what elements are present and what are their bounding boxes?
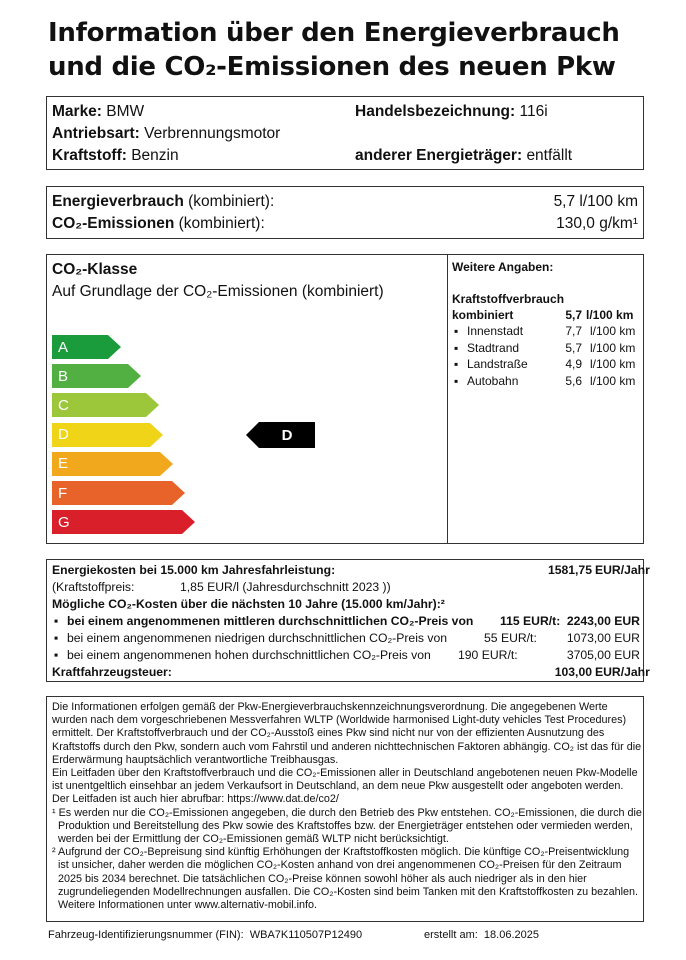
weitere-item-label: ▪ Stadtrand bbox=[467, 341, 519, 355]
kraftstoff-row: Kraftstoff: Benzin bbox=[52, 147, 179, 164]
steuer-label: Kraftfahrzeugsteuer: bbox=[52, 665, 172, 679]
class-arrow-icon bbox=[146, 393, 159, 417]
class-bar-e bbox=[52, 452, 173, 476]
mittel-label: ▪ bei einem angenommenen mittleren durchschnittlichen CO₂-Preis von bbox=[67, 614, 473, 628]
hoch-price: 190 EUR/t: bbox=[458, 648, 518, 662]
marke-value: BMW bbox=[106, 103, 145, 120]
co2class-subtitle: Auf Grundlage der CO₂-Emissionen (kombiniert) bbox=[52, 283, 384, 300]
energie-row: Energieverbrauch (kombiniert): bbox=[52, 193, 275, 210]
mittel-price: 115 EUR/t: bbox=[500, 614, 561, 628]
anderer-row: anderer Energieträger: entfällt bbox=[355, 147, 573, 164]
anderer-value: entfällt bbox=[526, 147, 573, 164]
kraftstoff-value: Benzin bbox=[131, 147, 179, 164]
co2class-title: CO₂-Klasse bbox=[52, 261, 138, 278]
page-title bbox=[48, 16, 648, 84]
kraftstoffpreis-value: 1,85 EUR/l (Jahresdurchschnitt 2023 )) bbox=[180, 580, 391, 594]
energiekosten-label: Energiekosten bei 15.000 km Jahresfahrleistung: bbox=[52, 563, 336, 577]
class-arrow-icon bbox=[160, 452, 173, 476]
niedrig-value: 1073,00 EUR bbox=[566, 631, 640, 645]
co2-value: 130,0 g/km¹ bbox=[556, 215, 638, 232]
class-label-f: F bbox=[52, 481, 172, 505]
marker-arrow-icon bbox=[246, 422, 259, 448]
weitere-item-label: ▪ Innenstadt bbox=[467, 324, 523, 338]
class-label-b: B bbox=[52, 364, 128, 388]
class-label-g: G bbox=[52, 510, 182, 534]
niedrig-price: 55 EUR/t: bbox=[484, 631, 537, 645]
co2-row: CO₂-Emissionen (kombiniert): bbox=[52, 215, 265, 232]
weitere-item-unit: l/100 km bbox=[590, 324, 636, 338]
weitere-item-unit: l/100 km bbox=[590, 373, 636, 388]
class-bar-f bbox=[52, 481, 185, 505]
kombiniert-label: kombiniert bbox=[452, 308, 514, 322]
footnotes bbox=[52, 701, 642, 912]
hoch-label: ▪ bei einem angenommenen hohen durchschnittlichen CO₂-Preis von bbox=[67, 648, 431, 662]
class-arrow-icon bbox=[150, 423, 163, 447]
handel-row: Handelsbezeichnung: 116i bbox=[355, 103, 548, 120]
antrieb-row: Antriebsart: Verbrennungsmotor bbox=[52, 125, 281, 142]
energie-value: 5,7 l/100 km bbox=[553, 193, 638, 210]
fin-row: Fahrzeug-Identifizierungsnummer (FIN): WBA7K110507P12490 bbox=[48, 929, 363, 941]
marke-row: Marke: BMW bbox=[52, 103, 145, 120]
class-arrow-icon bbox=[128, 364, 141, 388]
steuer-unit: EUR/Jahr bbox=[595, 665, 650, 679]
weitere-title: Weitere Angaben: bbox=[452, 260, 554, 274]
kraftstoffpreis-label: (Kraftstoffpreis: bbox=[52, 580, 135, 594]
antrieb-value: Verbrennungsmotor bbox=[144, 125, 281, 142]
class-label-c: C bbox=[52, 393, 146, 417]
kraftstoffverbrauch-title: Kraftstoffverbrauch bbox=[452, 292, 565, 306]
title-line-2: und die CO₂-Emissionen des neuen Pkw bbox=[48, 52, 616, 82]
weitere-item-label: ▪ Autobahn bbox=[467, 374, 518, 388]
handel-value: 116i bbox=[519, 103, 548, 120]
title-line-1: Information über den Energieverbrauch bbox=[48, 18, 620, 48]
class-label-a: A bbox=[52, 335, 108, 359]
current-class-marker bbox=[246, 422, 315, 448]
footnote-1: ¹ Es werden nur die CO₂-Emissionen angegeben, die durch den Betrieb des Pkw entstehen. CO₂-Emissionen, die durch die Produktion und Bereitstellung des Pkw sowie des Kraftstoffes bzw. der Energieträger entstehen oder vermieden werden, werden bei der Ermittlung der CO₂-Emissionen gemäß WLTP nicht berücksichtigt. bbox=[52, 806, 642, 846]
kombiniert-unit: l/100 km bbox=[586, 308, 634, 322]
mittel-value: 2243,00 EUR bbox=[566, 614, 640, 628]
class-arrow-icon bbox=[172, 481, 185, 505]
weitere-item-unit: l/100 km bbox=[590, 340, 636, 355]
consumption-box bbox=[46, 186, 644, 239]
energiekosten-unit: EUR/Jahr bbox=[595, 563, 650, 577]
niedrig-label: ▪ bei einem angenommenen niedrigen durchschnittlichen CO₂-Preis von bbox=[67, 631, 447, 645]
steuer-value: 103,00 bbox=[554, 665, 592, 679]
vehicle-box bbox=[46, 96, 644, 170]
class-bar-b bbox=[52, 364, 141, 388]
erstellt-row: erstellt am: 18.06.2025 bbox=[424, 929, 539, 941]
current-class-label: D bbox=[259, 422, 315, 448]
weitere-item-label: ▪ Landstraße bbox=[467, 357, 528, 371]
class-bar-a bbox=[52, 335, 121, 359]
energiekosten-value: 1581,75 bbox=[547, 563, 592, 577]
class-arrow-icon bbox=[108, 335, 121, 359]
footnote-leitfaden: Ein Leitfaden über den Kraftstoffverbrauch und die CO₂-Emissionen aller in Deutschland angebotenen neuen Pkw-Modelle ist unentgeltlich einsehbar an jedem Verkaufsort in Deutschland, an dem neue Pkw ausgestellt oder angeboten werden. Der Leitfaden ist auch hier abrufbar: https://www.dat.de/co2/ bbox=[52, 767, 638, 806]
class-arrow-icon bbox=[182, 510, 195, 534]
kombiniert-value: 5,7 bbox=[565, 308, 582, 322]
erstellt-value: 18.06.2025 bbox=[483, 929, 539, 941]
weitere-item-value: 5,7 bbox=[565, 340, 582, 355]
class-bar-d bbox=[52, 423, 163, 447]
moegliche-label: Mögliche CO₂-Kosten über die nächsten 10 Jahre (15.000 km/Jahr):² bbox=[52, 597, 445, 611]
fin-value: WBA7K110507P12490 bbox=[249, 929, 363, 941]
weitere-item-value: 5,6 bbox=[565, 373, 582, 388]
hoch-value: 3705,00 EUR bbox=[566, 648, 640, 662]
weitere-item-value: 7,7 bbox=[565, 324, 582, 338]
footnote-intro: Die Informationen erfolgen gemäß der Pkw-Energieverbrauchskennzeichnungsverordnung. Die angegebenen Werte wurden nach dem vorgeschriebenen Messverfahren WLTP (Worldwide harmonised Light-duty vehicles Test Procedures) ermittelt. Der Kraftstoffverbrauch und der CO₂-Ausstoß eines Pkw sind nicht nur von der effizienten Ausnutzung des Kraftstoffs durch den Pkw, sondern auch vom Fahrstil und anderen nichttechnischen Faktoren abhängig. CO₂ ist das für die Erderwärmung hauptsächlich verantwortliche Treibhausgas. bbox=[52, 701, 642, 766]
class-bar-g bbox=[52, 510, 195, 534]
class-bar-c bbox=[52, 393, 159, 417]
weitere-item-value: 4,9 bbox=[565, 357, 582, 371]
class-label-d: D bbox=[52, 423, 150, 447]
divider bbox=[447, 254, 448, 544]
weitere-item-unit: l/100 km bbox=[590, 357, 636, 371]
class-label-e: E bbox=[52, 452, 160, 476]
footnote-2: ² Aufgrund der CO₂-Bepreisung sind künftig Erhöhungen der Kraftstoffkosten möglich. Die künftige CO₂-Preisentwicklung ist unsicher, daher werden die möglichen CO₂-Kosten anhand von drei angenommenen CO₂-Preisen für den Zeitraum 2025 bis 2034 berechnet. Die tatsächlichen CO₂-Preise können sowohl höher als auch niedriger als in den hier zugrundeliegenden Modellrechnungen ausfallen. Die CO₂-Kosten sind beim Tanken mit den Kraftstoffkosten zu bezahlen. Weitere Informationen unter www.alternativ-mobil.info. bbox=[52, 846, 638, 912]
